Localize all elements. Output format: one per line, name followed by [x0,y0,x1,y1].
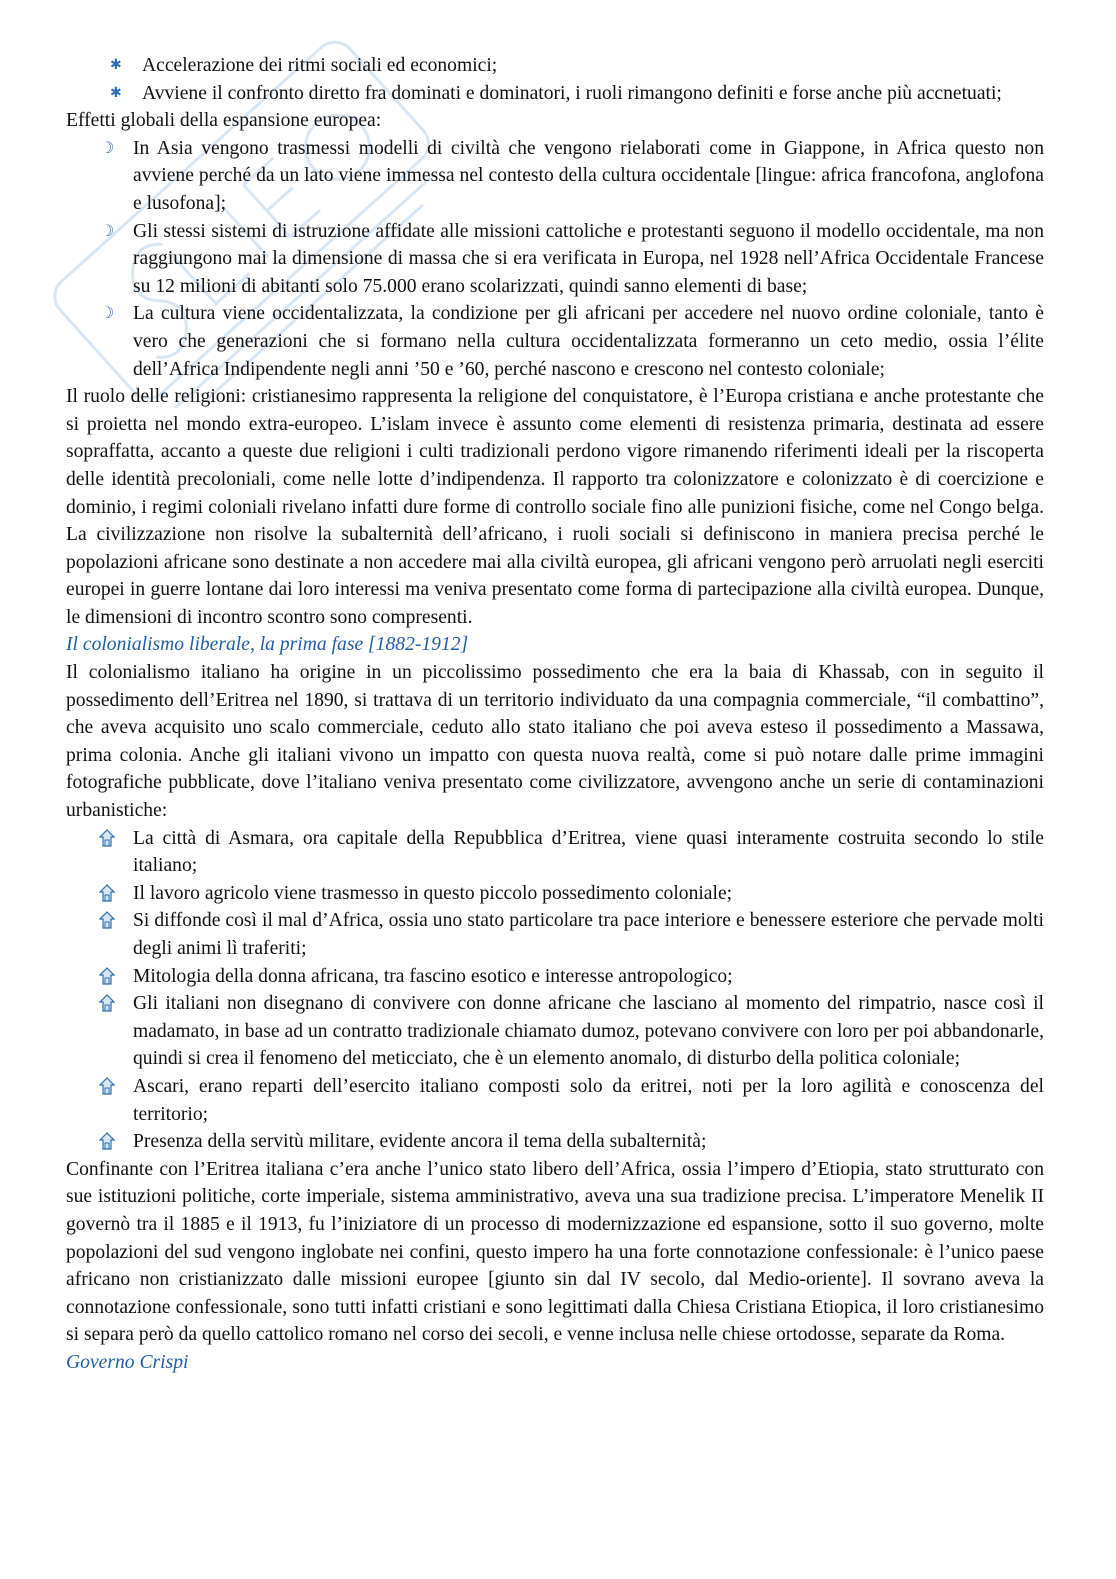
asterisk-bullet-icon: ✱ [110,58,122,73]
list-item: Il lavoro agricolo viene trasmesso in questo piccolo possedimento coloniale; [66,880,1044,908]
list-item: La città di Asmara, ora capitale della Repubblica d’Eritrea, viene quasi interamente costruita secondo lo stile italiano; [66,825,1044,880]
top-bullet-list [66,52,1044,107]
crescent-bullet-icon: ☽ [100,305,115,323]
list-item: ☽ In Asia vengono trasmessi modelli di civiltà che vengono rielaborati come in Giappone, in Africa questo non avviene perché da un lato viene immessa nel contesto della cultura occidentale [lingue: africa francofona, anglofona e lusofona]; [66,135,1044,218]
house-bullet-icon [99,828,115,856]
list-item: ✱ Avviene il confronto diretto fra dominati e dominatori, i ruoli rimangono definiti e forse anche più accnetuati; [66,80,1044,108]
asterisk-bullet-icon: ✱ [110,85,122,101]
colonialismo-heading: Il colonialismo liberale, la prima fase [1882-1912] [66,634,469,656]
effetti-bullet-list [66,135,1044,383]
list-item: Mitologia della donna africana, tra fascino esotico e interesse antropologico; [66,963,1044,991]
house-bullet-icon [99,966,115,994]
italiani-bullet-list [66,825,1044,1156]
crescent-bullet-icon: ☽ [100,139,115,157]
crescent-bullet-icon: ☽ [100,222,115,240]
house-bullet-icon [99,910,115,938]
list-item: ☽ La cultura viene occidentalizzata, la condizione per gli africani per accedere nel nuovo ordine coloniale, tanto è vero che generazioni che si formano nella cultura occidentalizzata formeranno un ceto medio, ossia l’élite dell’Africa Indipendente negli anni ’50 e ’60, perché nascono e crescono nel contesto coloniale; [66,300,1044,383]
list-item: Gli italiani non disegnano di convivere con donne africane che lasciano al momento del rimpatrio, nasce così il madamato, in base ad un contratto tradizionale chiamato dumoz, potevano convivere con loro per poi abbandonarle, quindi si crea il fenomeno del meticciato, che è un elemento anomalo, di disturbo della politica coloniale; [66,990,1044,1073]
house-bullet-icon [99,993,115,1021]
house-bullet-icon [99,1076,115,1104]
crispi-heading: Governo Crispi [66,1351,189,1373]
document-page [66,52,1044,1377]
list-item: Si diffonde così il mal d’Africa, ossia uno stato particolare tra pace interiore e benessere esteriore che pervade molti degli animi lì traferiti; [66,907,1044,962]
colonialismo-paragraph: Il colonialismo italiano ha origine in un piccolissimo possedimento che era la baia di Khassab, con in seguito il possedimento dell’Eritrea nel 1890, si trattava di un territorio individuato da una compagnia commerciale, “il combattino”, che aveva acquisito uno scalo commerciale, ceduto allo stato italiano che poi aveva esteso il possedimento a Massawa, prima colonia. Anche gli italiani vivono un impatto con questa nuova realtà, come si può notare dalle prime immagini fotografiche pubblicate, dove l’italiano veniva presentato come civilizzatore, avvengono anche un serie di contaminazioni urbanistiche: [66,662,1044,822]
list-item: Ascari, erano reparti dell’esercito italiano composti solo da eritrei, noti per la loro agilità e conoscenza del territorio; [66,1073,1044,1128]
list-item: Presenza della servitù militare, evidente ancora il tema della subalternità; [66,1128,1044,1156]
effetti-heading: Effetti globali della espansione europea: [66,110,382,132]
house-bullet-icon [99,1131,115,1159]
list-item: ☽ Gli stessi sistemi di istruzione affidate alle missioni cattoliche e protestanti seguono il modello occidentale, ma non raggiungono mai la dimensione di massa che si era verificata in Europa, nel 1928 nell’Africa Occidentale Francese su 12 milioni di abitanti solo 75.000 erano scolarizzati, quindi sanno elementi di base; [66,218,1044,301]
house-bullet-icon [99,883,115,911]
list-item: ✱ Accelerazione dei ritmi sociali ed economici; [66,52,1044,80]
etiopia-paragraph: Confinante con l’Eritrea italiana c’era anche l’unico stato libero dell’Africa, ossia l’impero d’Etiopia, stato strutturato con sue istituzioni politiche, corte imperiale, sistema amministrativo, aveva una sua tradizione precisa. L’imperatore Menelik II governò tra il 1885 e il 1913, fu l’iniziatore di un processo di modernizzazione ed espansione, sotto il suo governo, molte popolazioni del sud vengono inglobate nei confini, questo impero ha una forte connotazione confessionale: è l’unico paese africano non cristianizzato dalle missioni europee [giunto sin dal IV secolo, dal Medio-oriente]. Il sovrano aveva la connotazione confessionale, sono tutti infatti cristiani e sono legittimati dalla Chiesa Cristiana Etiopica, il loro cristianesimo si separa però da quello cattolico romano nel corso dei secoli, e venne inclusa nelle chiese ortodosse, separate da Roma. [66,1158,1044,1346]
religioni-paragraph: Il ruolo delle religioni: cristianesimo rappresenta la religione del conquistatore, è l’Europa cristiana e anche protestante che si proietta nel mondo extra-europeo. L’islam invece è assunto come elementi di resistenza primaria, destinata ad essere sopraffatta, accanto a queste due religioni i culti tradizionali perdono vigore rimanendo riferimenti ideali per la riscoperta delle identità precoloniali, come nelle lotte d’indipendenza. Il rapporto tra colonizzatore e colonizzato è di coercizione e dominio, i regimi coloniali rivelano infatti dure forme di controllo sociale fino alle punizioni fisiche, come nel Congo belga. La civilizzazione non risolve la subalternità dell’africano, i ruoli sociali si definiscono in maniera precisa perché le popolazioni africane sono destinate a non accedere mai alla civiltà europea, gli africani vengono però arruolati negli eserciti europei in guerre lontane dai loro interessi ma veniva presentato come forma di partecipazione alla civiltà europea. Dunque, le dimensioni di incontro scontro sono compresenti. [66,386,1044,628]
